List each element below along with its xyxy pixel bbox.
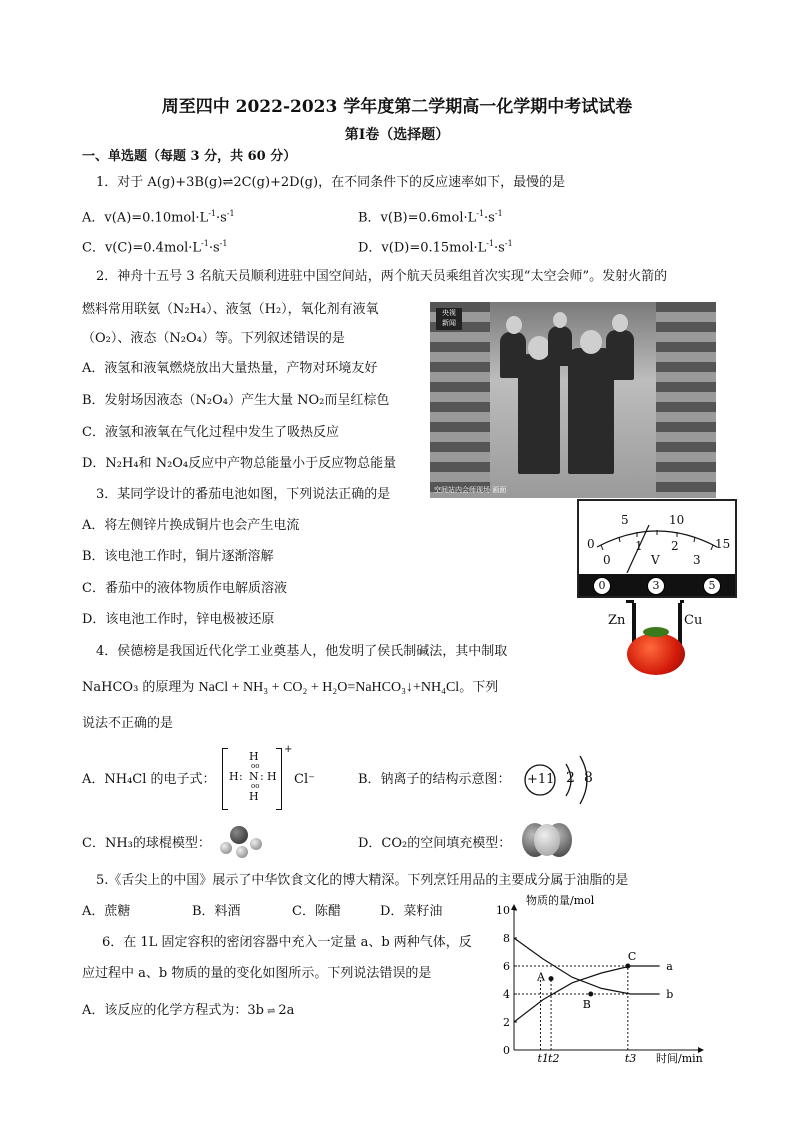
q4-line-1: 4．侯德榜是我国近代化学工业奠基人，他发明了侯氏制碱法，其中制取	[96, 644, 508, 659]
q3-option-d: D．该电池工作时，锌电极被还原	[82, 612, 275, 627]
q2-line-3: （O₂）、液态（N₂O₄）等。下列叙述错误的是	[82, 331, 345, 346]
q3-stem: 3．某同学设计的番茄电池如图，下列说法正确的是	[96, 487, 391, 502]
point-label-C: C	[627, 950, 637, 963]
q6-line-2: 应过程中 a、b 物质的量的变化如图所示。下列说法错误的是	[82, 966, 432, 981]
y-tick-label: 2	[503, 1016, 510, 1029]
ion-shell-2: 8	[584, 770, 593, 786]
mole-time-chart	[492, 892, 712, 1064]
tomato-stem	[643, 627, 669, 637]
lewis-charge: +	[284, 744, 293, 755]
scale-bottom-1: 1	[635, 539, 643, 553]
q4-option-d: D．CO₂的空间填充模型：	[358, 836, 512, 851]
tomato-image	[627, 633, 685, 675]
q6-option-a: A．该反应的化学方程式为：3b ⇌ 2a	[82, 1003, 295, 1018]
section-title: 一、单选题（每题 3 分，共 60 分）	[82, 149, 297, 164]
y-tick-label: 8	[503, 932, 510, 945]
ion-shell-1: 2	[566, 770, 575, 786]
q1-option-b: B．$v(B)=0.6mol\cdot L^{-1}\cdot s^{-1}$	[358, 209, 503, 226]
q1-option-d: D．$v(D)=0.15mol\cdot L^{-1}\cdot s^{-1}$	[358, 239, 513, 256]
point-label-B: B	[582, 998, 591, 1011]
q5-option-d: D．菜籽油	[380, 904, 443, 919]
q5-option-c: C．陈醋	[292, 904, 341, 919]
y-axis-label: 物质的量/mol	[526, 894, 595, 907]
y-tick-label: 0	[503, 1044, 510, 1057]
voltmeter	[577, 499, 737, 598]
q2-option-c: C．液氢和液氧在气化过程中发生了吸热反应	[82, 425, 339, 440]
x-axis-label: 时间/min	[656, 1052, 703, 1064]
page-subtitle: 第Ⅰ卷（选择题）	[344, 127, 450, 143]
q3-option-a: A．将左侧锌片换成铜片也会产生电流	[82, 518, 300, 533]
q4-line-2: NaHCO₃ 的原理为 NaCl + NH₃ + CO₂ + H₂O=NaHCO₃↓+NH₄Cl。下列	[82, 680, 499, 695]
x-tick-label: t2	[548, 1052, 560, 1064]
q3-option-b: B．该电池工作时，铜片逐渐溶解	[82, 549, 274, 564]
cu-label: Cu	[684, 613, 703, 628]
point-label-A: A	[537, 970, 546, 984]
scale-bottom-2: 2	[671, 539, 679, 553]
scale-bottom-3: 3	[693, 553, 701, 567]
series-label-a: a	[666, 960, 673, 973]
ion-nucleus-label: +11	[527, 772, 555, 787]
q4-line-3: 说法不正确的是	[82, 716, 174, 731]
q4-option-b: B．钠离子的结构示意图：	[358, 772, 511, 787]
q2-line-2: 燃料常用联氨（N₂H₄）、液氢（H₂），氧化剂有液氧	[82, 302, 379, 317]
q4-option-c: C．NH₃的球棍模型：	[82, 836, 211, 851]
q2-option-d: D．N₂H₄和 N₂O₄反应中产物总能量小于反应物总能量	[82, 456, 397, 471]
scale-top-10: 10	[669, 513, 685, 527]
q3-option-c: C．番茄中的液体物质作电解质溶液	[82, 581, 287, 596]
x-tick-label: t1	[537, 1052, 549, 1064]
y-tick-label: 10	[496, 904, 510, 917]
scale-top-0: 0	[587, 537, 595, 551]
q2-option-b: B．发射场因液态（N₂O₄）产生大量 NO₂而呈红棕色	[82, 393, 390, 408]
point-A	[549, 976, 554, 981]
q1-option-c: C．$v(C)=0.4mol\cdot L^{-1}\cdot s^{-1}$	[82, 239, 228, 256]
co2-space-filling-model	[522, 822, 572, 860]
news-logo: 央视 新闻	[436, 308, 462, 330]
point-B	[588, 992, 593, 997]
scale-top-5: 5	[621, 513, 629, 527]
scale-top-15: 15	[715, 537, 731, 551]
photo-caption: 空间站内会师现场 画面	[434, 486, 507, 494]
zn-label: Zn	[608, 613, 626, 628]
q6-line-1: 6．在 1L 固定容积的密闭容器中充入一定量 a、b 两种气体，反	[102, 935, 472, 950]
q5-option-a: A．蔗糖	[82, 904, 131, 919]
scale-bottom-0: 0	[603, 553, 611, 567]
page-title: 周至四中 2022-2023 学年度第二学期高一化学期中考试试卷	[161, 97, 633, 117]
series-label-b: b	[666, 988, 674, 1001]
astronaut-photo	[430, 302, 716, 498]
terminal-3: 3	[647, 577, 665, 595]
y-tick-label: 6	[503, 960, 510, 973]
terminal-0: 0	[593, 577, 611, 595]
nh4-lewis-bracket: H oo H : N : H oo H	[222, 748, 282, 810]
q1-option-a: A．$v(A)=0.10mol\cdot L^{-1}\cdot s^{-1}$	[82, 209, 235, 226]
point-C	[625, 964, 630, 969]
chloride-ion: Cl⁻	[294, 772, 315, 787]
q4-option-a: A．NH₄Cl 的电子式：	[82, 772, 216, 787]
terminal-5: 5	[703, 577, 721, 595]
q1-stem: 1．对于 A(g)+3B(g)⇌2C(g)+2D(g)，在不同条件下的反应速率如下，最慢的是	[96, 175, 566, 190]
q5-stem: 5.《舌尖上的中国》展示了中华饮食文化的博大精深。下列烹饪用品的主要成分属于油脂的是	[96, 873, 629, 888]
meter-unit: V	[651, 553, 660, 567]
y-tick-label: 4	[503, 988, 510, 1001]
q2-line-1: 2．神舟十五号 3 名航天员顺利进驻中国空间站，两个航天员乘组首次实现“太空会师”。发射火箭的	[96, 269, 668, 284]
q5-option-b: B．料酒	[192, 904, 241, 919]
q2-option-a: A．液氢和液氧燃烧放出大量热量，产物对环境友好	[82, 361, 378, 376]
nh3-ball-stick-model	[218, 826, 266, 858]
x-tick-label: t3	[624, 1052, 637, 1064]
